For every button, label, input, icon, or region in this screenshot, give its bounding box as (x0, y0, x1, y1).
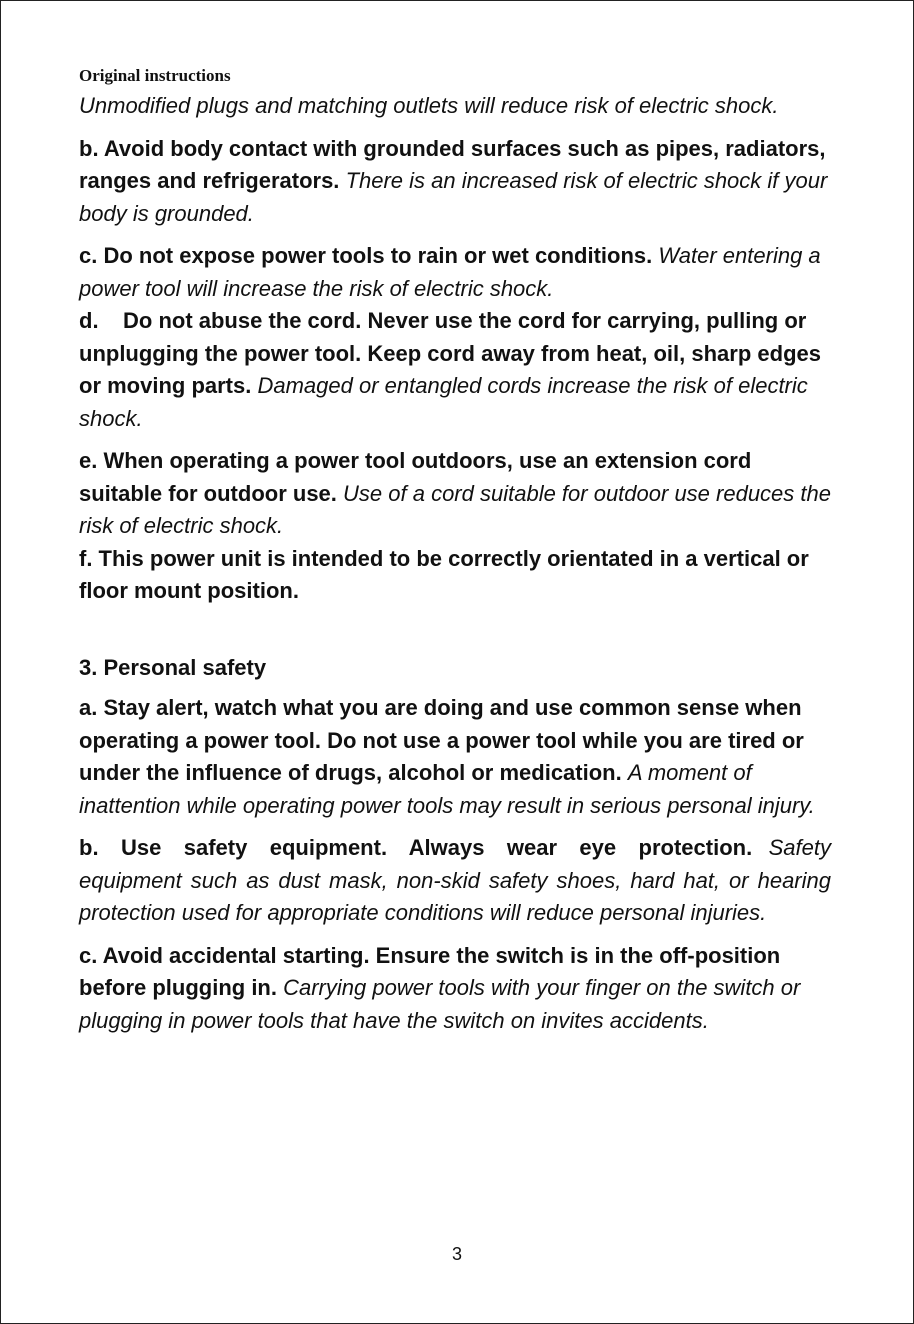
personal-paragraph-a (79, 692, 831, 822)
paragraph-c-italic: Water entering a power tool will increase the risk of electric shock. (79, 243, 821, 301)
personal-paragraph-b-italic: Safety equipment such as dust mask, non-skid safety shoes, hard hat, or hearing protection used for appropriate conditions will reduce personal injuries. (79, 835, 831, 925)
paragraph-f-bold: f. This power unit is intended to be correctly orientated in a vertical or floor mount position. (79, 545, 809, 603)
paragraph-d-italic: Damaged or entangled cords increase the risk of electric shock. (79, 373, 808, 431)
section-heading-text: 3. Personal safety (79, 654, 267, 680)
paragraph-b (79, 133, 831, 231)
personal-paragraph-a-bold: a. Stay alert, watch what you are doing and use common sense when operating a power tool. Do not use a power tool while you are tired or under the influence of drugs, alcohol or medication. (79, 695, 804, 785)
header-label: Original instructions (79, 66, 231, 85)
paragraph-e (79, 445, 831, 543)
paragraph-b-bold: b. Avoid body contact with grounded surfaces such as pipes, radiators, ranges and refrigerators. (79, 135, 826, 193)
document-body (79, 64, 831, 1037)
paragraph-c-bold: c. Do not expose power tools to rain or wet conditions. (79, 243, 653, 268)
paragraph-f (79, 543, 831, 608)
page-number: 3 (451, 1244, 462, 1264)
personal-paragraph-b (79, 832, 831, 930)
paragraph-intro-italic: Unmodified plugs and matching outlets will reduce risk of electric shock. (79, 93, 779, 118)
personal-paragraph-a-italic: A moment of inattention while operating power tools may result in serious personal injury. (79, 760, 815, 818)
paragraph-d (79, 305, 831, 435)
paragraph-c (79, 240, 831, 305)
paragraph-intro (79, 90, 831, 123)
paragraph-b-italic: There is an increased risk of electric shock if your body is grounded. (79, 168, 828, 226)
personal-paragraph-b-bold: b. Use safety equipment. Always wear eye protection. (79, 835, 753, 860)
personal-paragraph-c (79, 940, 831, 1038)
paragraph-e-italic: Use of a cord suitable for outdoor use reduces the risk of electric shock. (79, 480, 831, 538)
section-heading (79, 652, 831, 685)
paragraph-e-bold: e. When operating a power tool outdoors, use an extension cord suitable for outdoor use. (79, 448, 752, 506)
personal-paragraph-c-italic: Carrying power tools with your finger on the switch or plugging in power tools that have the switch on invites accidents. (79, 975, 801, 1033)
personal-paragraph-c-bold: c. Avoid accidental starting. Ensure the switch is in the off-position before plugging in. (79, 942, 781, 1000)
paragraph-d-bold: d. Do not abuse the cord. Never use the cord for carrying, pulling or unplugging the power tool. Keep cord away from heat, oil, sharp edges or moving parts. (79, 308, 828, 398)
